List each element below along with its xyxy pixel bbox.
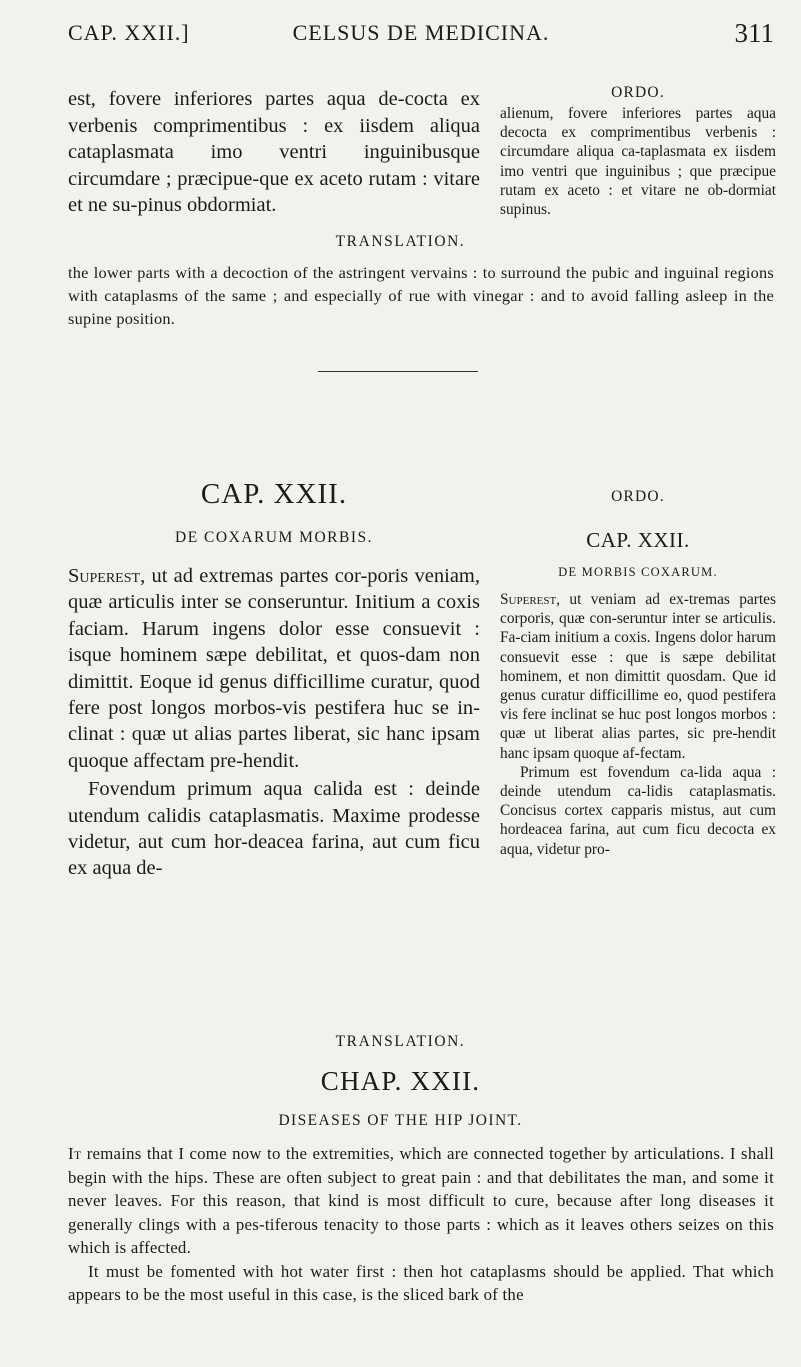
translation-chapter-subtitle: DISEASES OF THE HIP JOINT. — [278, 1112, 523, 1129]
latin-column — [68, 478, 480, 882]
running-head — [68, 20, 774, 52]
ordo-paragraph-1-text: ut veniam ad ex-tremas partes corporis, quæ con-seruntur inter se articulis. Fa-ciam initium a coxis. Ingens dolor harum consuevit esse : que is sæpe debilitat hominem, et non dimittit quosdam. Que id genus curatur difficillime eo, quod pestifera vis fere inclinat se huc post longos morbos : quæ ut liberat alias partes, sic pre-hendit hanc ipsam quoque af-fectam. — [500, 591, 776, 762]
translation-paragraph-1 — [68, 1142, 774, 1260]
latin-paragraph-2: Fovendum primum aqua calida est : deinde utendum calidis cataplasmatis. Maxime prodesse videtur, aut cum hor-deacea farina, aut cum ficu ex aqua de- — [68, 778, 480, 880]
ordo-continuation — [500, 84, 776, 219]
ordo-paragraph-1 — [500, 590, 776, 763]
translation-paragraph-1-text: remains that I come now to the extremities, which are connected together by articulations. I shall begin with the hips. These are often subject to great pain : and that debilitates the man, and some it never leaves. For this reason, that kind is most difficult to cure, because after long diseases it generally clings with a pes-tiferous tenacity to those parts : which as it leaves others seizes on this which is affected. — [68, 1144, 774, 1257]
translation-continuation: the lower parts with a decoction of the astringent vervains : to surround the pubic and inguinal regions with cataplasms of the same ; and especially of rue with vinegar : and to avoid falling asleep in the supine position. — [68, 263, 774, 328]
latin-continuation: est, fovere inferiores partes aqua de-cocta ex verbenis comprimentibus : ex iisdem aliqua cataplasmata imo ventri inguinibusque circumdare ; præcipue-que ex aceto rutam : vitare et ne su-pinus obdormiat. — [68, 88, 480, 216]
ordo-chapter-subtitle: DE MORBIS COXARUM. — [558, 565, 718, 579]
translation-label: TRANSLATION. — [335, 233, 466, 250]
latin-lead-word: Superest, — [68, 565, 146, 587]
ordo-chapter-title: CAP. XXII. — [586, 528, 690, 552]
chapter-title: CAP. XXII. — [200, 478, 348, 510]
ordo-heading: ORDO. — [611, 488, 665, 505]
ordo-lead-word: Superest, — [500, 591, 561, 608]
translation-paragraph-2: It must be fomented with hot water first : then hot cataplasms should be applied. That which appears to be the most useful in this case, is the sliced bark of the — [68, 1261, 774, 1304]
running-head-title: CELSUS DE MEDICINA. — [292, 20, 550, 45]
ordo-heading: ORDO. — [611, 84, 665, 101]
page-number: 311 — [734, 18, 774, 48]
ordo-paragraph-2: Primum est fovendum ca-lida aqua : deinde utendum ca-lidis cataplasmatis. Concisus cortex capparis mistus, aut cum hordeacea farina, aut cum ficu decocta ex aqua, videtur pro- — [500, 763, 776, 858]
chapter-translation — [68, 1142, 774, 1307]
chapter-subtitle: DE COXARUM MORBIS. — [175, 529, 373, 546]
running-head-chapter: CAP. XXII.] — [68, 20, 190, 45]
translation-chapter-title: CHAP. XXII. — [320, 1066, 481, 1096]
latin-paragraph-1 — [68, 563, 480, 774]
latin-paragraph-1-text: ut ad extremas partes cor-poris veniam, quæ articulis inter se conseruntur. Initium a coxis faciam. Harum ingens dolor esse consuevit : isque hominem sæpe debilitat, et quos-dam non dimittit. Eoque id genus difficillime curatur, quod fere post longos morbos-vis pestifera huc se in-clinat : quæ ut alias partes liberat, sic hanc ipsam quoque affectam pre-hendit. — [68, 565, 480, 772]
ordo-continuation-text: alienum, fovere inferiores partes aqua decocta ex comprimentibus verbenis : circumdare aliqua ca-taplasmata ex iisdem imo ventri que inguinibus ; que præcipue rutam ex aceto : et vitare ne ob-dormiat supinus. — [500, 105, 776, 219]
ordo-column — [500, 488, 776, 859]
translation-lead-word: It — [68, 1144, 82, 1163]
section-divider — [318, 371, 478, 372]
chapter-translation-label: TRANSLATION. — [335, 1033, 466, 1050]
